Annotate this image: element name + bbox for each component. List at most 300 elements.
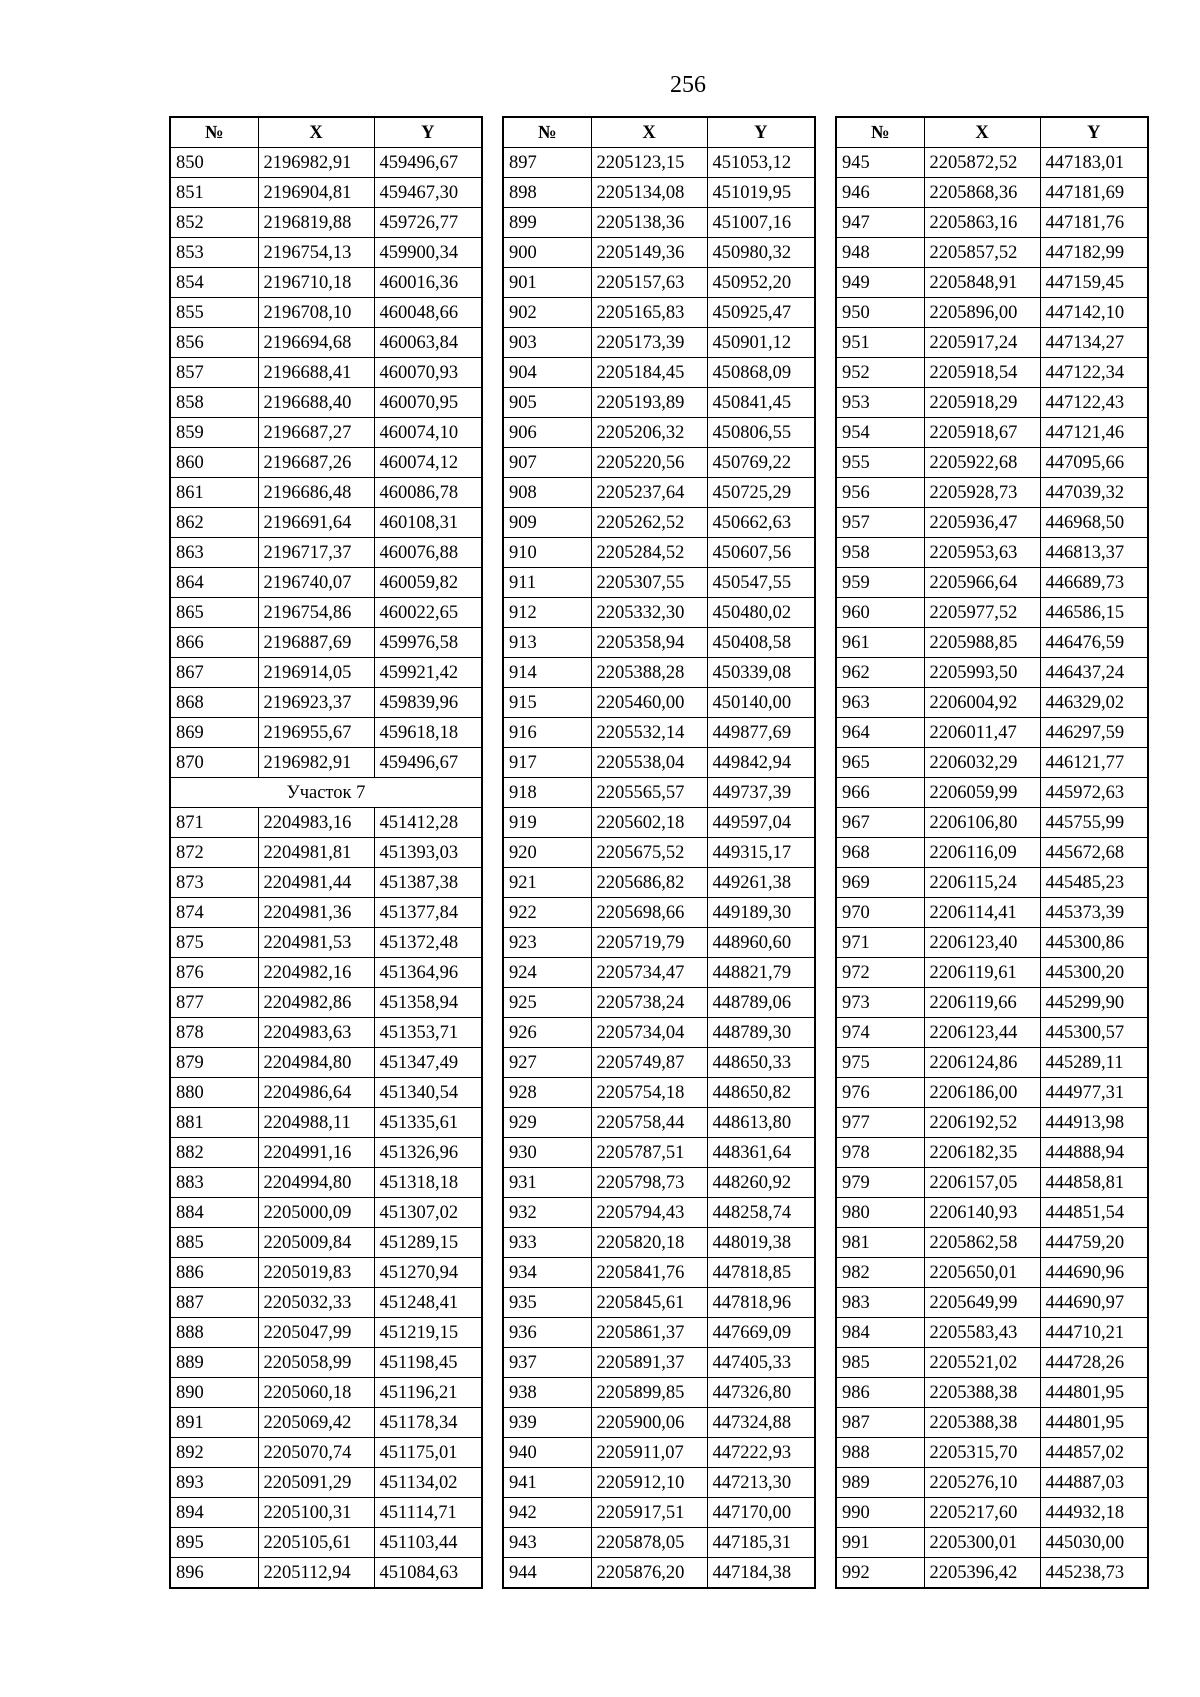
- x-coordinate-cell: 2205388,28: [591, 658, 707, 688]
- x-coordinate-cell: 2206124,86: [924, 1048, 1040, 1078]
- x-coordinate-cell: 2205000,09: [258, 1198, 374, 1228]
- point-number-cell: 860: [170, 448, 258, 478]
- table-row: [836, 388, 1148, 418]
- y-coordinate-cell: 446586,15: [1040, 598, 1148, 628]
- table-row: [170, 1018, 482, 1048]
- y-coordinate-cell: 451412,28: [374, 808, 482, 838]
- x-coordinate-cell: 2196982,91: [258, 148, 374, 178]
- table-row: [836, 628, 1148, 658]
- x-coordinate-cell: 2204981,81: [258, 838, 374, 868]
- y-coordinate-cell: 446968,50: [1040, 508, 1148, 538]
- y-coordinate-cell: 447181,76: [1040, 208, 1148, 238]
- y-coordinate-cell: 451326,96: [374, 1138, 482, 1168]
- table-row: [503, 1498, 815, 1528]
- point-number-cell: 946: [836, 178, 924, 208]
- point-number-cell: 992: [836, 1558, 924, 1589]
- y-coordinate-cell: 447181,69: [1040, 178, 1148, 208]
- point-number-cell: 989: [836, 1468, 924, 1498]
- point-number-cell: 894: [170, 1498, 258, 1528]
- table-row: [836, 238, 1148, 268]
- table-row: [170, 238, 482, 268]
- x-coordinate-cell: 2196717,37: [258, 538, 374, 568]
- table-row: [503, 808, 815, 838]
- point-number-cell: 916: [503, 718, 591, 748]
- x-coordinate-cell: 2205861,37: [591, 1318, 707, 1348]
- table-row: [836, 1138, 1148, 1168]
- table-row: [836, 1468, 1148, 1498]
- table-row: [836, 328, 1148, 358]
- y-coordinate-cell: 447122,34: [1040, 358, 1148, 388]
- x-coordinate-cell: 2205912,10: [591, 1468, 707, 1498]
- table-row: [503, 778, 815, 808]
- table-row: [836, 988, 1148, 1018]
- y-coordinate-cell: 451084,63: [374, 1558, 482, 1589]
- y-coordinate-cell: 460076,88: [374, 538, 482, 568]
- table-row: [170, 448, 482, 478]
- x-coordinate-cell: 2205848,91: [924, 268, 1040, 298]
- point-number-cell: 888: [170, 1318, 258, 1348]
- point-number-cell: 851: [170, 178, 258, 208]
- x-coordinate-cell: 2205878,05: [591, 1528, 707, 1558]
- point-number-cell: 879: [170, 1048, 258, 1078]
- point-number-cell: 893: [170, 1468, 258, 1498]
- y-coordinate-cell: 447818,85: [707, 1258, 815, 1288]
- x-coordinate-cell: 2205918,29: [924, 388, 1040, 418]
- table-row: [503, 568, 815, 598]
- x-coordinate-cell: 2205358,94: [591, 628, 707, 658]
- table-header-row: [170, 117, 482, 148]
- x-coordinate-cell: 2205845,61: [591, 1288, 707, 1318]
- table-row: [170, 958, 482, 988]
- y-coordinate-cell: 451196,21: [374, 1378, 482, 1408]
- x-coordinate-cell: 2204983,16: [258, 808, 374, 838]
- x-coordinate-cell: 2196904,81: [258, 178, 374, 208]
- point-number-cell: 878: [170, 1018, 258, 1048]
- point-number-cell: 963: [836, 688, 924, 718]
- point-number-cell: 978: [836, 1138, 924, 1168]
- x-coordinate-cell: 2205917,24: [924, 328, 1040, 358]
- x-coordinate-cell: 2196740,07: [258, 568, 374, 598]
- table-row: [170, 568, 482, 598]
- table-row: [170, 1048, 482, 1078]
- point-number-cell: 864: [170, 568, 258, 598]
- x-coordinate-cell: 2205738,24: [591, 988, 707, 1018]
- x-coordinate-cell: 2196691,64: [258, 508, 374, 538]
- table-row: [503, 838, 815, 868]
- point-number-cell: 927: [503, 1048, 591, 1078]
- y-coordinate-cell: 444858,81: [1040, 1168, 1148, 1198]
- x-coordinate-cell: 2205388,38: [924, 1378, 1040, 1408]
- y-coordinate-cell: 459976,58: [374, 628, 482, 658]
- y-coordinate-cell: 459618,18: [374, 718, 482, 748]
- table-row: [170, 1348, 482, 1378]
- point-number-cell: 933: [503, 1228, 591, 1258]
- x-coordinate-cell: 2205899,85: [591, 1378, 707, 1408]
- x-coordinate-cell: 2205675,52: [591, 838, 707, 868]
- x-coordinate-cell: 2205388,38: [924, 1408, 1040, 1438]
- table-row: [503, 358, 815, 388]
- point-number-cell: 852: [170, 208, 258, 238]
- point-number-cell: 926: [503, 1018, 591, 1048]
- table-row: [503, 1198, 815, 1228]
- y-coordinate-cell: 450725,29: [707, 478, 815, 508]
- table-row: [836, 838, 1148, 868]
- y-coordinate-cell: 447326,80: [707, 1378, 815, 1408]
- y-coordinate-cell: 446476,59: [1040, 628, 1148, 658]
- point-number-cell: 905: [503, 388, 591, 418]
- point-number-cell: 985: [836, 1348, 924, 1378]
- point-number-cell: 904: [503, 358, 591, 388]
- table-row: [170, 1078, 482, 1108]
- x-coordinate-cell: 2206157,05: [924, 1168, 1040, 1198]
- x-coordinate-cell: 2205091,29: [258, 1468, 374, 1498]
- table-row: [503, 718, 815, 748]
- point-number-cell: 930: [503, 1138, 591, 1168]
- point-number-cell: 909: [503, 508, 591, 538]
- point-number-cell: 887: [170, 1288, 258, 1318]
- x-coordinate-cell: 2205734,04: [591, 1018, 707, 1048]
- table-row: [836, 148, 1148, 178]
- table-row: [836, 1198, 1148, 1228]
- point-number-cell: 967: [836, 808, 924, 838]
- point-number-cell: 990: [836, 1498, 924, 1528]
- y-coordinate-cell: 448789,06: [707, 988, 815, 1018]
- point-number-cell: 986: [836, 1378, 924, 1408]
- x-coordinate-cell: 2204984,80: [258, 1048, 374, 1078]
- point-number-cell: 868: [170, 688, 258, 718]
- y-coordinate-cell: 450662,63: [707, 508, 815, 538]
- point-number-cell: 959: [836, 568, 924, 598]
- y-coordinate-cell: 447182,99: [1040, 238, 1148, 268]
- x-coordinate-cell: 2205060,18: [258, 1378, 374, 1408]
- table-row: [170, 898, 482, 928]
- point-number-cell: 957: [836, 508, 924, 538]
- y-coordinate-cell: 451347,49: [374, 1048, 482, 1078]
- x-coordinate-cell: 2205686,82: [591, 868, 707, 898]
- table-row: [836, 1018, 1148, 1048]
- table-row: [836, 1048, 1148, 1078]
- x-coordinate-cell: 2196955,67: [258, 718, 374, 748]
- y-coordinate-cell: 450480,02: [707, 598, 815, 628]
- point-number-cell: 975: [836, 1048, 924, 1078]
- y-coordinate-cell: 450925,47: [707, 298, 815, 328]
- table-row: [503, 958, 815, 988]
- table-row: [836, 928, 1148, 958]
- y-coordinate-cell: 448821,79: [707, 958, 815, 988]
- x-coordinate-cell: 2205332,30: [591, 598, 707, 628]
- y-coordinate-cell: 449842,94: [707, 748, 815, 778]
- table-row: [503, 238, 815, 268]
- y-coordinate-cell: 451178,34: [374, 1408, 482, 1438]
- y-coordinate-cell: 460074,12: [374, 448, 482, 478]
- table-row: [836, 1408, 1148, 1438]
- x-coordinate-cell: 2206192,52: [924, 1108, 1040, 1138]
- point-number-cell: 947: [836, 208, 924, 238]
- y-coordinate-cell: 451007,16: [707, 208, 815, 238]
- y-coordinate-cell: 447184,38: [707, 1558, 815, 1589]
- x-coordinate-cell: 2204981,36: [258, 898, 374, 928]
- table-row: [503, 1408, 815, 1438]
- y-coordinate-cell: 444857,02: [1040, 1438, 1148, 1468]
- x-coordinate-cell: 2204988,11: [258, 1108, 374, 1138]
- header-y: Y: [374, 117, 482, 148]
- x-coordinate-cell: 2196688,40: [258, 388, 374, 418]
- x-coordinate-cell: 2204983,63: [258, 1018, 374, 1048]
- table-row: [503, 478, 815, 508]
- table-row: [836, 478, 1148, 508]
- x-coordinate-cell: 2205047,99: [258, 1318, 374, 1348]
- y-coordinate-cell: 445755,99: [1040, 808, 1148, 838]
- table-row: [170, 1138, 482, 1168]
- x-coordinate-cell: 2205307,55: [591, 568, 707, 598]
- x-coordinate-cell: 2196982,91: [258, 748, 374, 778]
- table-row: [170, 658, 482, 688]
- x-coordinate-cell: 2206123,40: [924, 928, 1040, 958]
- y-coordinate-cell: 460048,66: [374, 298, 482, 328]
- x-coordinate-cell: 2205315,70: [924, 1438, 1040, 1468]
- x-coordinate-cell: 2206140,93: [924, 1198, 1040, 1228]
- y-coordinate-cell: 450408,58: [707, 628, 815, 658]
- table-row: [170, 808, 482, 838]
- point-number-cell: 866: [170, 628, 258, 658]
- y-coordinate-cell: 449261,38: [707, 868, 815, 898]
- y-coordinate-cell: 444887,03: [1040, 1468, 1148, 1498]
- x-coordinate-cell: 2205868,36: [924, 178, 1040, 208]
- table-row: [170, 1408, 482, 1438]
- table-row: [170, 1288, 482, 1318]
- point-number-cell: 865: [170, 598, 258, 628]
- x-coordinate-cell: 2206011,47: [924, 718, 1040, 748]
- y-coordinate-cell: 448361,64: [707, 1138, 815, 1168]
- y-coordinate-cell: 450339,08: [707, 658, 815, 688]
- y-coordinate-cell: 445289,11: [1040, 1048, 1148, 1078]
- point-number-cell: 987: [836, 1408, 924, 1438]
- y-coordinate-cell: 451335,61: [374, 1108, 482, 1138]
- x-coordinate-cell: 2206106,80: [924, 808, 1040, 838]
- x-coordinate-cell: 2196694,68: [258, 328, 374, 358]
- point-number-cell: 883: [170, 1168, 258, 1198]
- point-number-cell: 882: [170, 1138, 258, 1168]
- table-row: [836, 1438, 1148, 1468]
- y-coordinate-cell: 460108,31: [374, 508, 482, 538]
- table-row: [503, 328, 815, 358]
- header-x: X: [924, 117, 1040, 148]
- table-row: [170, 268, 482, 298]
- point-number-cell: 944: [503, 1558, 591, 1589]
- y-coordinate-cell: 446297,59: [1040, 718, 1148, 748]
- y-coordinate-cell: 449189,30: [707, 898, 815, 928]
- table-row: [503, 988, 815, 1018]
- point-number-cell: 863: [170, 538, 258, 568]
- y-coordinate-cell: 451114,71: [374, 1498, 482, 1528]
- x-coordinate-cell: 2204981,44: [258, 868, 374, 898]
- y-coordinate-cell: 451340,54: [374, 1078, 482, 1108]
- table-row: [503, 178, 815, 208]
- table-row: [503, 898, 815, 928]
- point-number-cell: 924: [503, 958, 591, 988]
- y-coordinate-cell: 451019,95: [707, 178, 815, 208]
- y-coordinate-cell: 448960,60: [707, 928, 815, 958]
- table-row: [503, 868, 815, 898]
- point-number-cell: 850: [170, 148, 258, 178]
- point-number-cell: 954: [836, 418, 924, 448]
- table-row: [836, 718, 1148, 748]
- x-coordinate-cell: 2196686,48: [258, 478, 374, 508]
- point-number-cell: 950: [836, 298, 924, 328]
- y-coordinate-cell: 444759,20: [1040, 1228, 1148, 1258]
- y-coordinate-cell: 451198,45: [374, 1348, 482, 1378]
- point-number-cell: 942: [503, 1498, 591, 1528]
- table-row: [170, 538, 482, 568]
- point-number-cell: 976: [836, 1078, 924, 1108]
- y-coordinate-cell: 451175,01: [374, 1438, 482, 1468]
- x-coordinate-cell: 2205602,18: [591, 808, 707, 838]
- point-number-cell: 918: [503, 778, 591, 808]
- y-coordinate-cell: 444690,97: [1040, 1288, 1148, 1318]
- x-coordinate-cell: 2205754,18: [591, 1078, 707, 1108]
- point-number-cell: 984: [836, 1318, 924, 1348]
- point-number-cell: 854: [170, 268, 258, 298]
- x-coordinate-cell: 2205977,52: [924, 598, 1040, 628]
- y-coordinate-cell: 445972,63: [1040, 778, 1148, 808]
- x-coordinate-cell: 2205650,01: [924, 1258, 1040, 1288]
- x-coordinate-cell: 2205911,07: [591, 1438, 707, 1468]
- y-coordinate-cell: 444710,21: [1040, 1318, 1148, 1348]
- y-coordinate-cell: 451358,94: [374, 988, 482, 1018]
- point-number-cell: 853: [170, 238, 258, 268]
- x-coordinate-cell: 2205993,50: [924, 658, 1040, 688]
- table-row: [170, 1438, 482, 1468]
- point-number-cell: 943: [503, 1528, 591, 1558]
- table-row: [503, 1018, 815, 1048]
- point-number-cell: 974: [836, 1018, 924, 1048]
- table-row: [170, 298, 482, 328]
- point-number-cell: 970: [836, 898, 924, 928]
- y-coordinate-cell: 451270,94: [374, 1258, 482, 1288]
- y-coordinate-cell: 450901,12: [707, 328, 815, 358]
- point-number-cell: 991: [836, 1528, 924, 1558]
- point-number-cell: 875: [170, 928, 258, 958]
- table-row: [503, 1348, 815, 1378]
- y-coordinate-cell: 444977,31: [1040, 1078, 1148, 1108]
- y-coordinate-cell: 446121,77: [1040, 748, 1148, 778]
- point-number-cell: 907: [503, 448, 591, 478]
- x-coordinate-cell: 2205070,74: [258, 1438, 374, 1468]
- table-row: [503, 628, 815, 658]
- table-row: [170, 1258, 482, 1288]
- table-row: [503, 268, 815, 298]
- x-coordinate-cell: 2204981,53: [258, 928, 374, 958]
- table-row: [170, 328, 482, 358]
- x-coordinate-cell: 2205220,56: [591, 448, 707, 478]
- x-coordinate-cell: 2204982,86: [258, 988, 374, 1018]
- point-number-cell: 862: [170, 508, 258, 538]
- x-coordinate-cell: 2206182,35: [924, 1138, 1040, 1168]
- y-coordinate-cell: 448613,80: [707, 1108, 815, 1138]
- x-coordinate-cell: 2205009,84: [258, 1228, 374, 1258]
- x-coordinate-cell: 2205138,36: [591, 208, 707, 238]
- x-coordinate-cell: 2205719,79: [591, 928, 707, 958]
- x-coordinate-cell: 2205820,18: [591, 1228, 707, 1258]
- point-number-cell: 919: [503, 808, 591, 838]
- point-number-cell: 871: [170, 808, 258, 838]
- x-coordinate-cell: 2206004,92: [924, 688, 1040, 718]
- x-coordinate-cell: 2196754,13: [258, 238, 374, 268]
- y-coordinate-cell: 450140,00: [707, 688, 815, 718]
- table-row: [836, 1348, 1148, 1378]
- point-number-cell: 910: [503, 538, 591, 568]
- y-coordinate-cell: 447818,96: [707, 1288, 815, 1318]
- y-coordinate-cell: 460059,82: [374, 568, 482, 598]
- coordinate-table-2: [502, 116, 816, 1589]
- x-coordinate-cell: 2206116,09: [924, 838, 1040, 868]
- y-coordinate-cell: 460070,95: [374, 388, 482, 418]
- point-number-cell: 880: [170, 1078, 258, 1108]
- point-number-cell: 914: [503, 658, 591, 688]
- y-coordinate-cell: 459900,34: [374, 238, 482, 268]
- y-coordinate-cell: 447213,30: [707, 1468, 815, 1498]
- point-number-cell: 874: [170, 898, 258, 928]
- table-row: [170, 1228, 482, 1258]
- y-coordinate-cell: 447134,27: [1040, 328, 1148, 358]
- point-number-cell: 856: [170, 328, 258, 358]
- table-row: [836, 208, 1148, 238]
- y-coordinate-cell: 451377,84: [374, 898, 482, 928]
- x-coordinate-cell: 2205734,47: [591, 958, 707, 988]
- point-number-cell: 928: [503, 1078, 591, 1108]
- table-row: [170, 508, 482, 538]
- x-coordinate-cell: 2206032,29: [924, 748, 1040, 778]
- point-number-cell: 961: [836, 628, 924, 658]
- x-coordinate-cell: 2206115,24: [924, 868, 1040, 898]
- point-number-cell: 867: [170, 658, 258, 688]
- y-coordinate-cell: 445299,90: [1040, 988, 1148, 1018]
- y-coordinate-cell: 444932,18: [1040, 1498, 1148, 1528]
- point-number-cell: 953: [836, 388, 924, 418]
- x-coordinate-cell: 2205649,99: [924, 1288, 1040, 1318]
- point-number-cell: 898: [503, 178, 591, 208]
- x-coordinate-cell: 2205841,76: [591, 1258, 707, 1288]
- table-row: [836, 1168, 1148, 1198]
- table-row: [836, 508, 1148, 538]
- y-coordinate-cell: 447185,31: [707, 1528, 815, 1558]
- x-coordinate-cell: 2205157,63: [591, 268, 707, 298]
- table-row: [503, 658, 815, 688]
- point-number-cell: 870: [170, 748, 258, 778]
- point-number-cell: 936: [503, 1318, 591, 1348]
- y-coordinate-cell: 445238,73: [1040, 1558, 1148, 1589]
- point-number-cell: 980: [836, 1198, 924, 1228]
- table-row: [503, 208, 815, 238]
- table-row: [503, 1228, 815, 1258]
- coordinate-table-1: [169, 116, 483, 1589]
- y-coordinate-cell: 445300,86: [1040, 928, 1148, 958]
- table-row: [836, 658, 1148, 688]
- x-coordinate-cell: 2205217,60: [924, 1498, 1040, 1528]
- y-coordinate-cell: 447405,33: [707, 1348, 815, 1378]
- table-row: [836, 1228, 1148, 1258]
- point-number-cell: 908: [503, 478, 591, 508]
- y-coordinate-cell: 451307,02: [374, 1198, 482, 1228]
- y-coordinate-cell: 451053,12: [707, 148, 815, 178]
- x-coordinate-cell: 2206059,99: [924, 778, 1040, 808]
- point-number-cell: 915: [503, 688, 591, 718]
- table-row: [836, 1318, 1148, 1348]
- y-coordinate-cell: 449315,17: [707, 838, 815, 868]
- x-coordinate-cell: 2204994,80: [258, 1168, 374, 1198]
- point-number-cell: 891: [170, 1408, 258, 1438]
- table-row: [836, 1528, 1148, 1558]
